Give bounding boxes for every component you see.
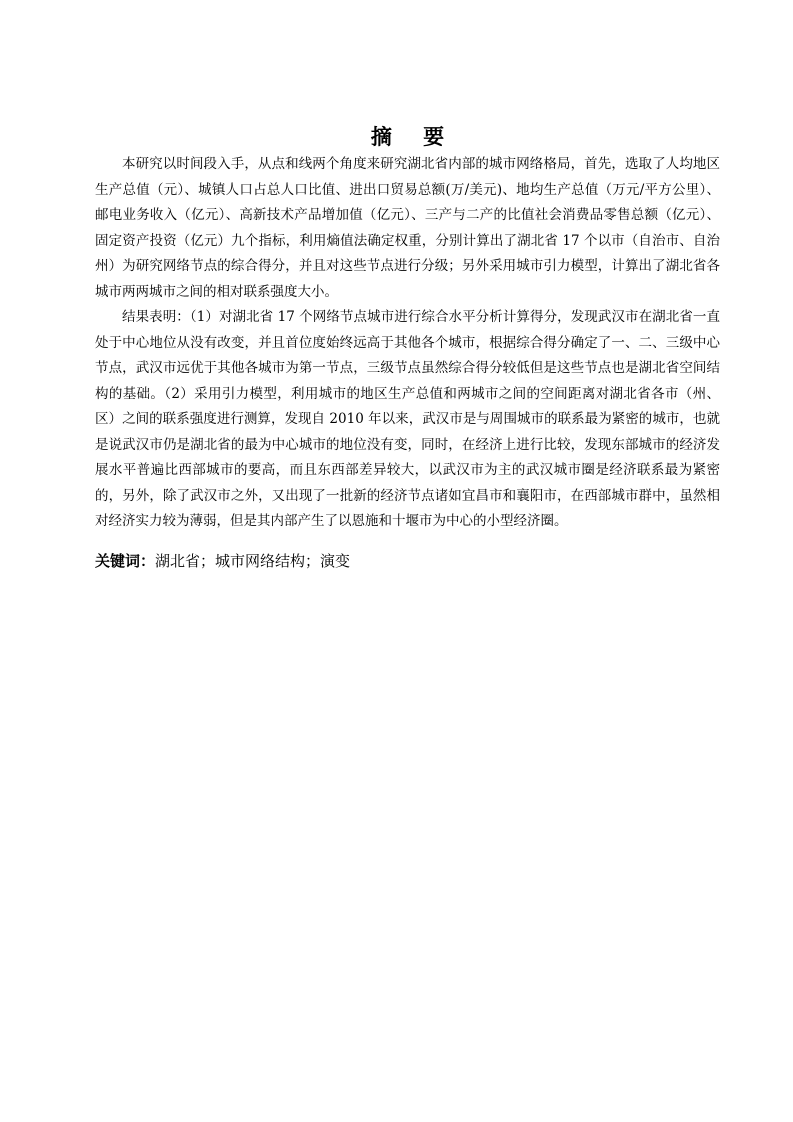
keywords-value: 湖北省；城市网络结构；演变	[155, 551, 351, 570]
abstract-page	[95, 122, 720, 573]
keywords-label: 关键词：	[95, 551, 156, 570]
abstract-paragraph-1: 本研究以时间段入手，从点和线两个角度来研究湖北省内部的城市网络格局，首先，选取了人均地区生产总值（元）、城镇人口占总人口比值、进出口贸易总额(万/美元)、地均生产总值（万元/平方公里）、邮电业务收入（亿元）、高新技术产品增加值（亿元）、三产与二产的比值社会消费品零售总额（亿元）、固定资产投资（亿元）九个指标，利用熵值法确定权重，分别计算出了湖北省 17 个以市（自治市、自治州）为研究网络节点的综合得分，并且对这些节点进行分级；另外采用城市引力模型，计算出了湖北省各城市两两城市之间的相对联系强度大小。	[95, 156, 720, 300]
keywords-line	[95, 549, 720, 573]
abstract-title: 摘 要	[370, 125, 457, 149]
abstract-paragraph-2: 结果表明：（1）对湖北省 17 个网络节点城市进行综合水平分析计算得分，发现武汉市在湖北省一直处于中心地位从没有改变，并且首位度始终远高于其他各个城市，根据综合得分确定了一、二、三级中心节点，武汉市远优于其他各城市为第一节点，三级节点虽然综合得分较低但是这些节点也是湖北省空间结构的基础。（2）采用引力模型，利用城市的地区生产总值和两城市之间的空间距离对湖北省各市（州、区）之间的联系强度进行测算，发现自 2010 年以来，武汉市是与周围城市的联系最为紧密的城市，也就是说武汉市仍是湖北省的最为中心城市的地位没有变，同时，在经济上进行比较，发现东部城市的经济发展水平普遍比西部城市的要高，而且东西部差异较大，以武汉市为主的武汉城市圈是经济联系最为紧密的，另外，除了武汉市之外，又出现了一批新的经济节点诸如宜昌市和襄阳市，在西部城市群中，虽然相对经济实力较为薄弱，但是其内部产生了以恩施和十堰市为中心的小型经济圈。	[95, 309, 720, 529]
